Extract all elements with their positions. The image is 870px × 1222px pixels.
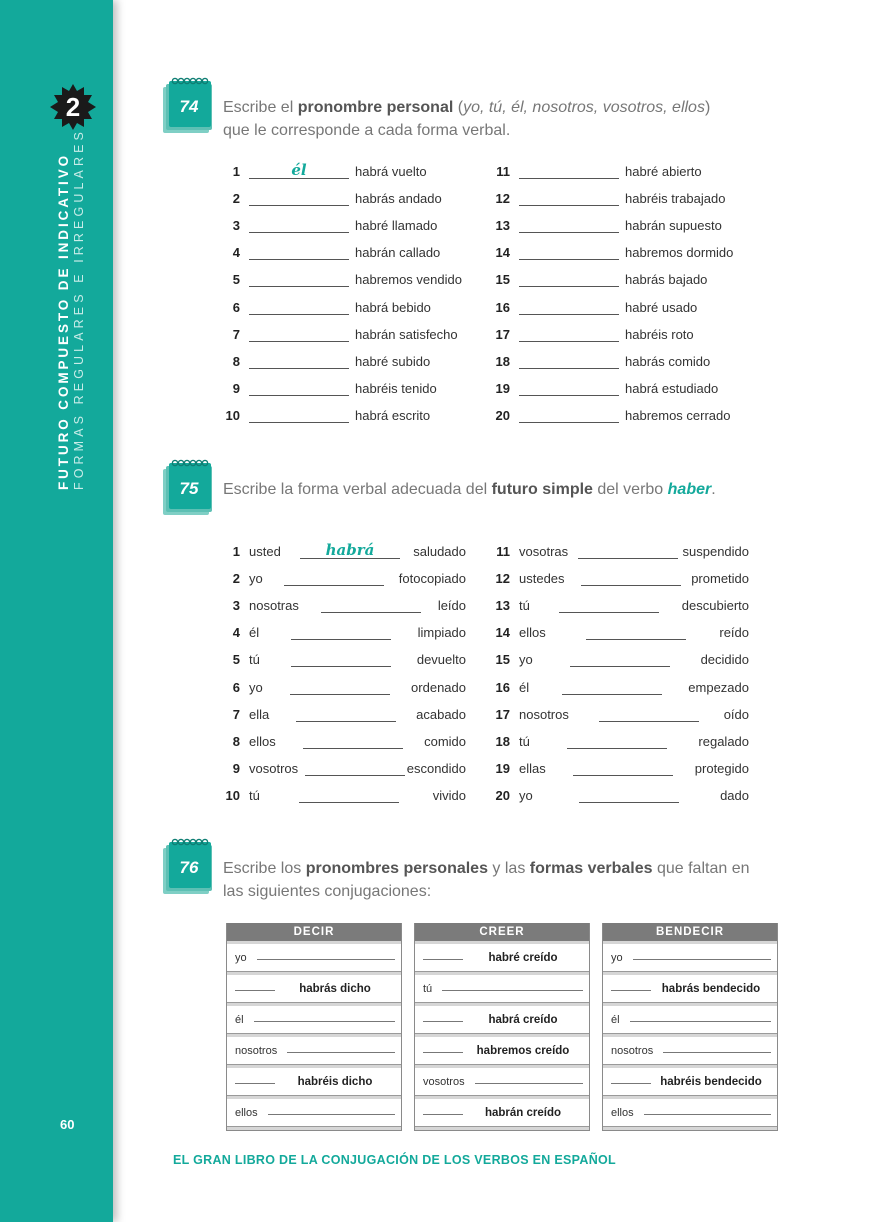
answer-blank[interactable] [573,760,673,776]
item-number: 1 [232,164,240,179]
table-row [415,1034,589,1065]
participle: ordenado [411,679,466,695]
exercise-75-number: 75 [179,479,199,498]
participle: comido [424,733,467,749]
pronoun: yo [235,951,247,964]
list-item [482,271,707,287]
list-item [482,163,702,179]
table-footer [603,1127,777,1131]
pronoun: él [249,625,260,641]
list-item [212,760,466,776]
participle: prometido [691,571,750,587]
table-row [603,1034,777,1065]
verb-form: habrá vuelto [355,164,427,179]
pronoun: tú [423,982,433,995]
answer-blank[interactable] [249,380,349,396]
participle: leído [437,598,467,614]
list-item [212,271,462,287]
verb-form: habré creído [488,951,558,964]
exercise-76-number: 76 [179,858,199,877]
pronoun: yo [519,652,533,668]
chapter-title [56,128,86,490]
chapter-badge [50,84,96,130]
pronoun: nosotros [235,1044,278,1057]
answer-blank[interactable] [519,353,619,369]
item-number: 3 [232,598,240,614]
table-row [415,1096,589,1127]
verb-form: habréis roto [625,326,694,342]
list-item [212,217,437,233]
verb-form-blank[interactable] [254,1021,395,1022]
list-item [212,163,427,179]
exercise-75-icon [160,459,214,517]
list-item [482,244,733,260]
verb-form-blank[interactable] [268,1114,395,1115]
item-number: 8 [232,353,240,369]
participle: suspendido [682,544,750,559]
list-item [212,651,466,667]
exercise-74-instructions: Escribe el pronombre personal (yo, tú, él, nosotros, vosotros, ellos) que le corresponde a cada forma verbal. [223,99,711,139]
list-item [212,706,466,722]
answer-blank[interactable] [519,217,619,233]
answer-blank[interactable] [305,760,405,776]
verb-form: habréis bendecido [660,1075,762,1088]
item-number: 9 [232,380,240,396]
item-number: 12 [495,191,510,207]
verb-form: habré subido [355,353,431,369]
list-item [482,787,749,803]
verb-form: habrás comido [625,353,711,369]
table-row [415,941,589,972]
table-row [603,1096,777,1127]
verb-form: habrán satisfecho [355,326,458,342]
answer-blank[interactable] [519,271,619,287]
chapter-title-main: FUTURO COMPUESTO DE INDICATIVO [56,152,71,490]
answer-blank[interactable] [284,570,384,586]
participle: reído [719,625,750,641]
pronoun: ellos [611,1106,634,1119]
item-number: 8 [232,733,240,749]
list-item [482,733,749,749]
verb-form-blank[interactable] [287,1052,395,1053]
verb-form: habrán callado [355,245,441,261]
verb-form: habrás bendecido [661,982,761,995]
participle: oído [723,706,749,722]
list-item [482,760,749,776]
item-number: 20 [495,787,510,803]
verb-form: habrás andado [355,191,442,207]
pronoun: él [235,1013,244,1026]
pronoun: vosotras [519,544,569,559]
answer-blank[interactable]: habrá [300,543,400,559]
list-item [212,380,437,396]
list-item [482,624,749,640]
answer-blank[interactable] [570,651,670,667]
verb-form: habré abierto [625,164,702,179]
list-item [482,597,749,613]
answer-blank[interactable] [579,787,679,803]
item-number: 2 [232,571,240,587]
list-item [212,624,466,640]
item-number: 19 [495,760,510,776]
conjugation-table [602,923,778,1131]
item-number: 10 [225,787,240,803]
verb-form: habrá escrito [355,407,431,423]
item-number: 3 [232,218,240,234]
item-number: 16 [495,299,510,315]
table-row [603,972,777,1003]
answer-blank[interactable] [290,679,390,695]
pronoun: vosotros [249,760,299,776]
table-header: CREER [415,923,589,941]
list-item [482,299,697,315]
list-item [482,706,749,722]
pronoun: ellos [519,625,546,641]
list-item [482,190,725,206]
participle: saludado [413,544,466,559]
list-item [482,407,731,423]
item-number: 20 [495,407,510,423]
table-row [227,1065,401,1096]
item-number: 15 [495,652,510,668]
item-number: 2 [232,191,240,207]
verb-form-blank[interactable] [475,1083,583,1084]
pronoun: nosotras [249,598,299,614]
pronoun-blank[interactable] [423,959,463,960]
answer-blank[interactable] [519,190,619,206]
verb-form: habrá bebido [355,299,431,315]
participle: decidido [700,652,750,668]
answer-blank[interactable] [291,624,391,640]
conjugation-table [226,923,402,1131]
pronoun: vosotros [423,1075,465,1088]
sidebar [0,0,113,1222]
page-number: 60 [60,1117,75,1132]
item-number: 1 [232,544,240,559]
pronoun: ustedes [519,571,565,587]
pronoun: ellos [249,733,276,749]
list-item [212,299,431,315]
item-number: 11 [496,544,510,559]
list-item [482,326,694,342]
pronoun: nosotros [519,706,569,722]
item-number: 14 [495,625,510,641]
item-number: 9 [232,760,240,776]
participle: dado [720,787,749,803]
item-number: 12 [495,571,510,587]
table-row [415,1065,589,1096]
answer-blank[interactable] [249,353,349,369]
item-number: 6 [232,299,240,315]
answer-blank[interactable] [249,217,349,233]
list-item [212,543,466,559]
exercise-76-icon [160,838,214,896]
pronoun-blank[interactable] [423,1021,463,1022]
list-item [212,353,430,369]
item-number: 19 [495,380,510,396]
list-item [482,543,749,559]
exercise-76-instructions: Escribe los pronombres personales y las formas verbales que faltan en las siguientes conjugaciones: [223,860,750,900]
list-item [482,679,749,695]
answer-blank[interactable] [581,570,681,586]
answer-blank[interactable] [519,299,619,315]
exercise-74-icon [160,77,214,135]
answer-blank[interactable]: él [249,163,349,179]
answer-blank[interactable] [249,299,349,315]
list-item [212,570,466,586]
answer-blank[interactable] [249,407,349,423]
participle: escondido [406,760,467,776]
answer-blank[interactable] [249,244,349,260]
item-number: 5 [232,652,240,668]
participle: limpiado [417,625,467,641]
participle: fotocopiado [398,571,466,587]
list-item [212,597,466,613]
verb-form: habremos cerrado [625,407,731,423]
pronoun-blank[interactable] [611,1083,651,1084]
list-item [212,407,430,423]
participle: devuelto [416,652,466,668]
pronoun: yo [249,571,263,587]
item-number: 14 [495,245,510,261]
exercise-74-number: 74 [179,97,199,116]
answer-blank[interactable] [249,190,349,206]
list-item [212,733,466,749]
pronoun-blank[interactable] [235,1083,275,1084]
participle: regalado [698,733,750,749]
pronoun-blank[interactable] [235,990,275,991]
pronoun: él [611,1013,620,1026]
verb-form: habré llamado [355,218,438,234]
verb-form: habréis dicho [297,1075,373,1088]
verb-form: habremos creído [476,1044,570,1057]
answer-blank[interactable] [559,597,659,613]
answer-blank[interactable] [578,543,678,559]
pronoun: ellas [519,760,546,776]
pronoun-blank[interactable] [423,1114,463,1115]
pronoun: usted [249,544,281,559]
verb-form-blank[interactable] [442,990,583,991]
item-number: 6 [232,679,240,695]
chapter-title-sub: FORMAS REGULARES E IRREGULARES [72,128,86,490]
item-number: 15 [495,272,510,288]
verb-form: habrá estudiado [625,380,719,396]
verb-form-blank[interactable] [630,1021,771,1022]
list-item [212,679,466,695]
item-number: 7 [232,706,240,722]
answer-blank[interactable] [296,706,396,722]
table-row [415,972,589,1003]
participle: empezado [688,679,749,695]
table-row [603,941,777,972]
answer-blank[interactable] [249,271,349,287]
table-row [227,1003,401,1034]
participle: acabado [416,706,467,722]
list-item [482,353,710,369]
list-item [212,787,466,803]
table-footer [227,1127,401,1131]
verb-form-blank[interactable] [663,1052,771,1053]
answer-blank[interactable] [519,380,619,396]
pronoun: tú [249,652,260,668]
book-title-footer: EL GRAN LIBRO DE LA CONJUGACIÓN DE LOS VERBOS EN ESPAÑOL [173,1153,616,1167]
table-row [227,941,401,972]
table-header: BENDECIR [603,923,777,941]
table-row [227,1034,401,1065]
conjugation-table [414,923,590,1131]
item-number: 4 [232,625,240,641]
participle: descubierto [681,598,749,614]
verb-form-blank[interactable] [257,959,395,960]
answer-blank[interactable] [519,244,619,260]
answer-blank[interactable] [519,326,619,342]
verb-form: habrás bajado [625,272,708,288]
list-item [212,244,440,260]
item-number: 13 [495,218,510,234]
answer-blank[interactable] [586,624,686,640]
list-item [212,190,442,206]
pronoun: tú [519,733,530,749]
pronoun: yo [611,951,623,964]
pronoun-blank[interactable] [611,990,651,991]
pronoun: ellos [235,1106,258,1119]
verb-form: habrá creído [488,1013,558,1026]
verb-form: habremos vendido [355,272,462,288]
table-row [603,1003,777,1034]
verb-form: habrás dicho [299,982,371,995]
answer-blank[interactable] [567,733,667,749]
answer-blank[interactable] [519,407,619,423]
list-item [482,651,749,667]
item-number: 18 [495,353,510,369]
verb-form: habréis trabajado [625,191,726,207]
participle: vivido [432,787,466,803]
table-row [603,1065,777,1096]
verb-form: habremos dormido [625,245,734,261]
list-item [482,380,718,396]
answer-blank[interactable] [321,597,421,613]
pronoun: yo [249,679,263,695]
answer-blank[interactable] [599,706,699,722]
verb-form: habré usado [625,299,698,315]
pronoun: tú [519,598,530,614]
item-number: 7 [232,326,240,342]
chapter-number: 2 [65,92,81,122]
participle: protegido [694,760,749,776]
pronoun: yo [519,787,533,803]
item-number: 13 [495,598,510,614]
table-row [415,1003,589,1034]
exercise-75-instructions: Escribe la forma verbal adecuada del futuro simple del verbo haber. [223,481,716,498]
table-header: DECIR [227,923,401,941]
item-number: 18 [495,733,510,749]
item-number: 4 [232,245,240,261]
item-number: 16 [495,679,510,695]
pronoun: él [519,679,530,695]
pronoun: ella [249,706,270,722]
list-item [482,217,722,233]
verb-form-blank[interactable] [633,959,771,960]
answer-blank[interactable] [299,787,399,803]
answer-blank[interactable] [303,733,403,749]
answer-blank[interactable] [519,163,619,179]
table-row [227,1096,401,1127]
item-number: 10 [225,407,240,423]
item-number: 17 [495,706,510,722]
answer-blank[interactable] [249,326,349,342]
verb-form: habréis tenido [355,380,437,396]
verb-form: habrán supuesto [625,218,722,234]
answer-blank[interactable] [291,651,391,667]
table-row [227,972,401,1003]
verb-form: habrán creído [484,1106,562,1119]
item-number: 17 [495,326,510,342]
table-footer [415,1127,589,1131]
pronoun: nosotros [611,1044,654,1057]
verb-form-blank[interactable] [644,1114,771,1115]
item-number: 11 [496,164,510,179]
list-item [212,326,458,342]
pronoun: tú [249,787,260,803]
item-number: 5 [232,272,240,288]
answer-blank[interactable] [562,679,662,695]
pronoun-blank[interactable] [423,1052,463,1053]
list-item [482,570,749,586]
